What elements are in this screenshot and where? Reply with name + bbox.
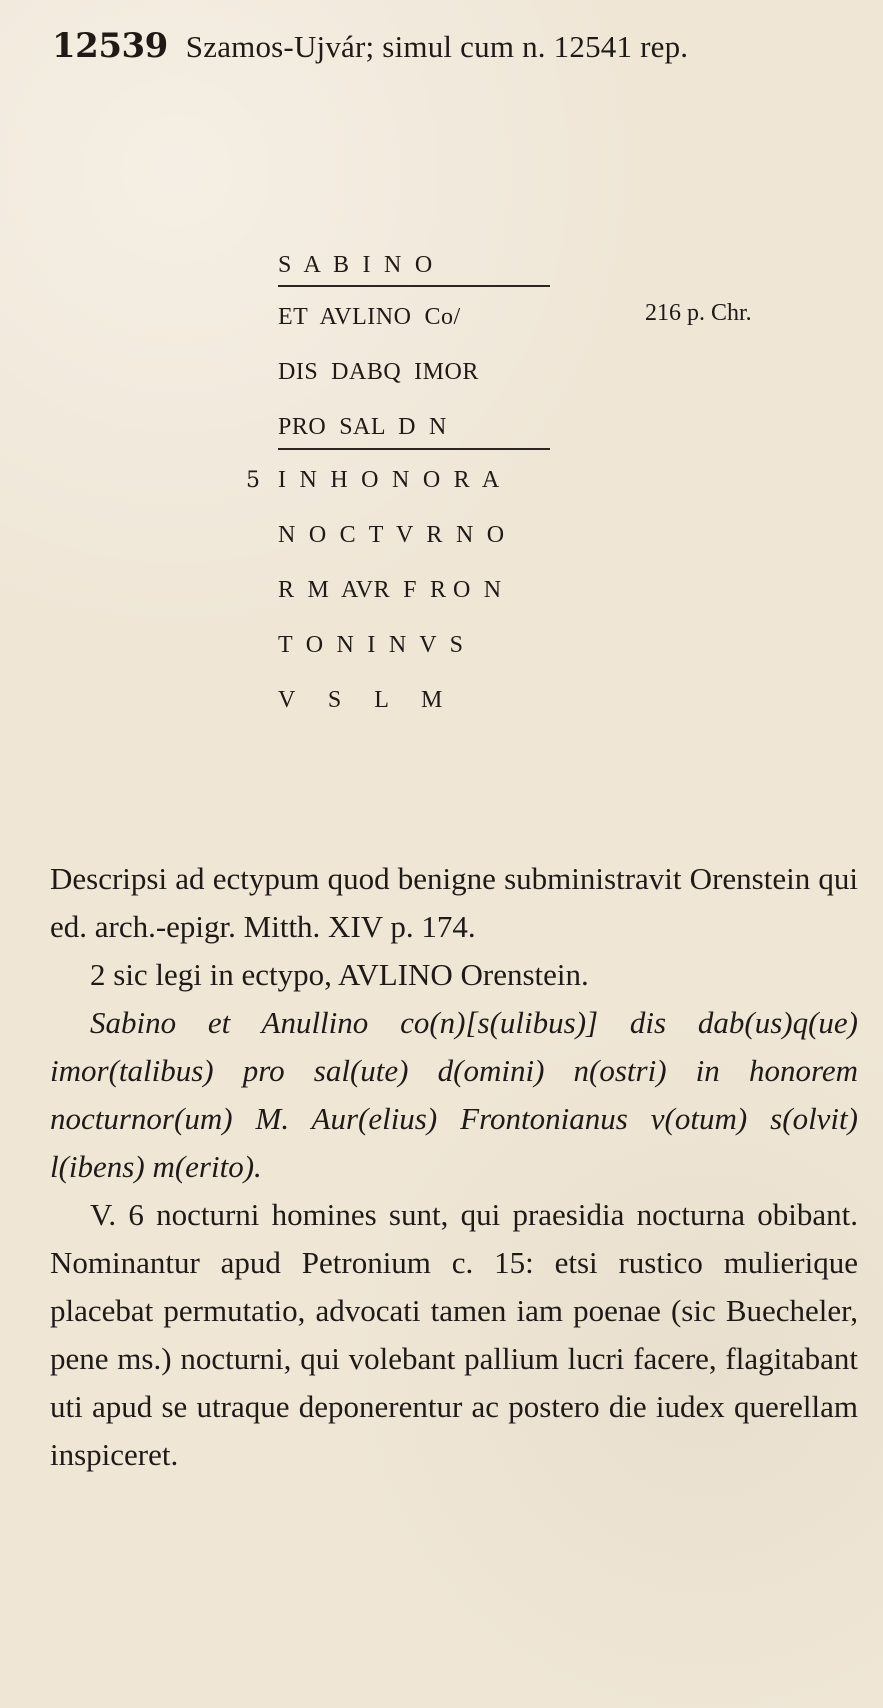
inscription-line-1 — [240, 245, 800, 285]
inscription-line-text: R M AVR F R O N — [278, 577, 502, 603]
commentary-text: 2 sic legi in ectypo, AVLINO Orenstein. — [90, 957, 589, 992]
inscription-line-4 — [240, 407, 800, 447]
inscription-line-3 — [240, 352, 800, 392]
inscription-line-text: N O C T V R N O — [278, 522, 505, 548]
commentary-text: Sabino et Anullino co(n)[s(ulibus)] dis dab(us)q(ue) imor(talibus) pro sal(ute) d(omini) n(ostri) in honorem nocturnor(um) M. Aur(elius) Frontonianus v(otum) s(olvit) l(ibens) m(erito). — [50, 1005, 858, 1184]
inscription-line-text: I N H O N O R A — [278, 467, 500, 493]
inscription-line-7 — [240, 570, 800, 610]
date-note: 216 p. Chr. — [645, 300, 752, 326]
inscription-line-8 — [240, 625, 800, 665]
commentary — [50, 855, 858, 1479]
inscription-line-6 — [240, 515, 800, 555]
inscription-line-text: DIS DABQ IMOR — [278, 359, 479, 385]
entry-header — [52, 26, 860, 66]
inscription-line-5 — [240, 460, 800, 500]
inscription-rule-bottom — [278, 448, 550, 450]
inscription-block — [240, 245, 800, 713]
entry-number: 12539 — [52, 26, 168, 66]
commentary-paragraph-3 — [50, 999, 858, 1191]
commentary-paragraph-2 — [50, 951, 858, 999]
inscription-line-text: S A B I N O — [278, 252, 433, 278]
commentary-paragraph-1 — [50, 855, 858, 951]
line-number-5: 5 — [246, 468, 260, 493]
inscription-line-9 — [240, 680, 800, 720]
commentary-text: Descripsi ad ectypum quod benigne subministravit Orenstein qui ed. arch.-epigr. Mitth. XIV p. 174. — [50, 861, 858, 944]
inscription-line-text: PRO SAL D N — [278, 414, 447, 440]
inscription-line-text: T O N I N V S — [278, 632, 464, 658]
commentary-text: V. 6 nocturni homines sunt, qui praesidia nocturna obibant. Nominantur apud Petronium c. 15: etsi rustico mulierique placebat permutatio, advocati tamen iam poenae (sic Buecheler, pene ms.) nocturni, qui volebant pallium lucri facere, flagitabant uti apud se utraque deponerentur ac postero die iudex querellam inspiceret. — [50, 1197, 858, 1472]
entry-location: Szamos-Ujvár; simul cum n. 12541 rep. — [185, 29, 689, 64]
inscription-line-text: V S L M — [278, 687, 443, 713]
inscription-rule-top — [278, 285, 550, 287]
inscription-line-text: ET AVLINO Co/ — [278, 304, 461, 330]
commentary-paragraph-4 — [50, 1191, 858, 1479]
